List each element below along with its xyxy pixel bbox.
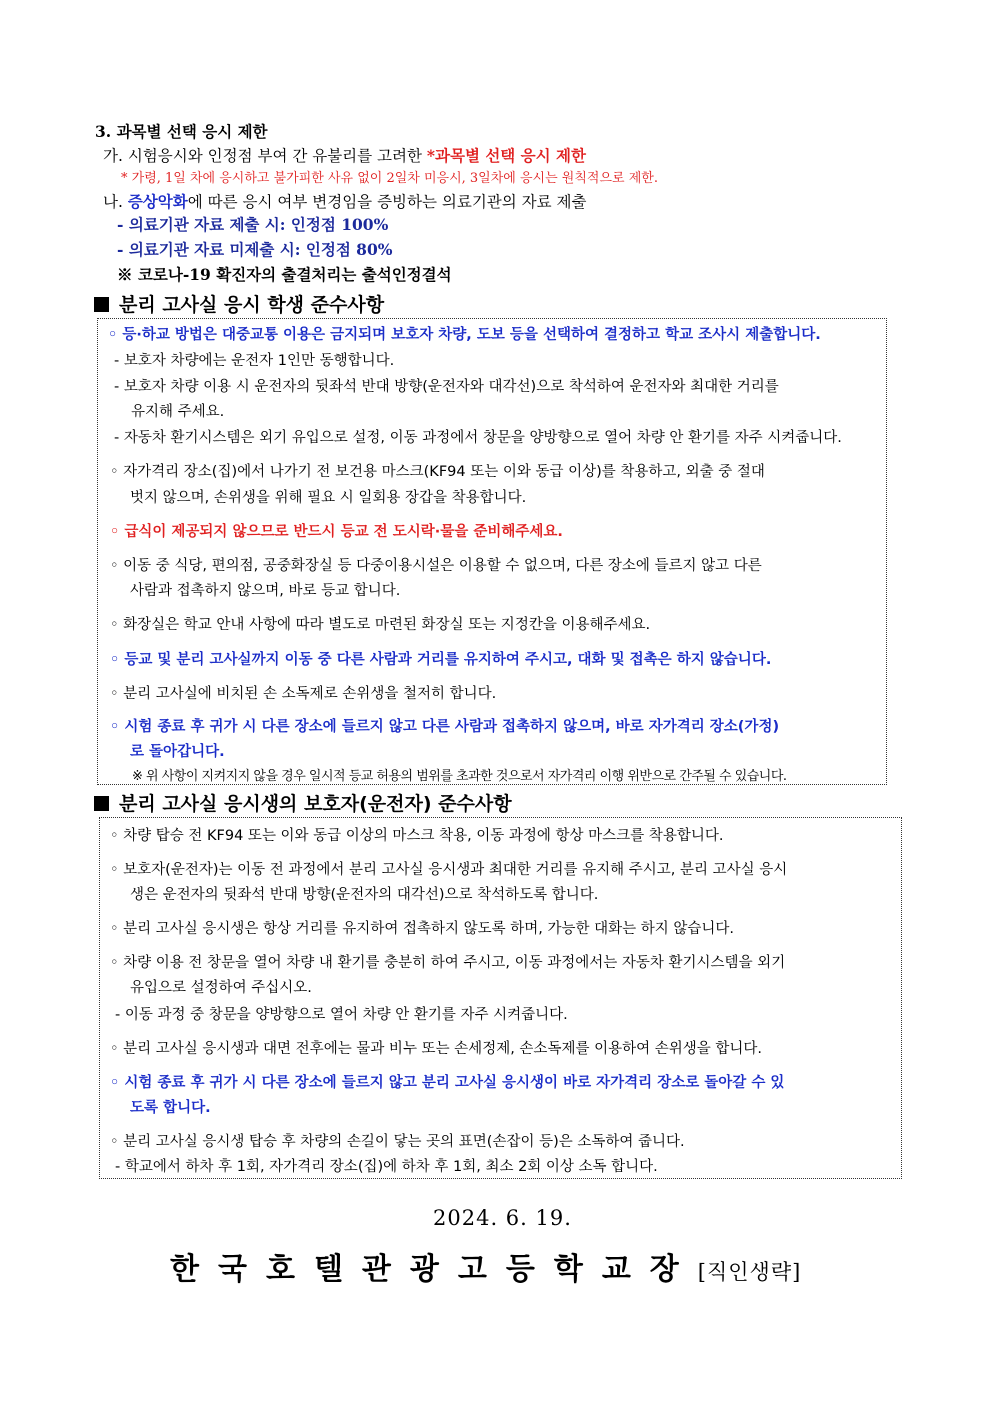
document-date: 2024. 6. 19. [433, 1206, 572, 1230]
school-principal-name: 한국호텔관광고등학교장 [170, 1252, 698, 1287]
student-line: - 보호자 차량 이용 시 운전자의 뒷좌석 반대 방향(운전자와 대각선)으로 착석하여 운전자와 최대한 거리를 [114, 379, 779, 395]
student-line: 유지해 주세요. [131, 404, 225, 420]
guardian-line: ◦ 분리 고사실 응시생은 항상 거리를 유지하여 접촉하지 않도록 하며, 가능한 대화는 하지 않습니다. [110, 921, 734, 937]
student-line: 사람과 접촉하지 않으며, 바로 등교 합니다. [130, 583, 401, 599]
guardian-line: - 학교에서 하차 후 1회, 자가격리 장소(집)에 하차 후 1회, 최소 2회 이상 소독 합니다. [115, 1159, 658, 1175]
student-line: 로 돌아갑니다. [130, 744, 225, 760]
student-line: - 보호자 차량에는 운전자 1인만 동행합니다. [114, 353, 395, 369]
square-bullet-icon [94, 297, 109, 312]
guardian-line: ◦ 시험 종료 후 귀가 시 다른 장소에 들르지 않고 분리 고사실 응시생이 바로 자가격리 장소로 돌아갈 수 있 [110, 1075, 785, 1091]
section3-b-item: - 의료기관 자료 제출 시: 인정점 100% [117, 215, 389, 234]
guardian-line: ◦ 보호자(운전자)는 이동 전 과정에서 분리 고사실 응시생과 최대한 거리를 유지해 주시고, 분리 고사실 응시 [110, 862, 788, 878]
guardian-section-heading [94, 789, 512, 816]
section3-item-a-highlight: *과목별 선택 응시 제한 [426, 146, 586, 165]
section3-item-a-text: 가. 시험응시와 인정점 부여 간 유불리를 고려한 [103, 147, 427, 165]
student-line: ◦ 화장실은 학교 안내 사항에 따라 별도로 마련된 화장실 또는 지정칸을 이용해주세요. [110, 617, 651, 633]
student-line: ◦ 분리 고사실에 비치된 손 소독제로 손위생을 철저히 합니다. [110, 686, 497, 702]
seal-omitted-label: [직인생략] [697, 1260, 802, 1284]
student-section-heading [94, 290, 384, 317]
section3-item-b-suffix: 에 따른 응시 여부 변경임을 증빙하는 의료기관의 자료 제출 [187, 193, 587, 211]
student-line: ◦ 이동 중 식당, 편의점, 공중화장실 등 다중이용시설은 이용할 수 없으며, 다른 장소에 들르지 않고 다른 [110, 558, 762, 574]
guardian-line: - 이동 과정 중 창문을 양방향으로 열어 차량 안 환기를 자주 시켜줍니다. [115, 1007, 568, 1023]
section3-item-a-note: * 가령, 1일 차에 응시하고 불가피한 사유 없이 2일차 미응시, 3일차에 응시는 원칙적으로 제한. [121, 171, 658, 186]
student-line: ◦ 자가격리 장소(집)에서 나가기 전 보건용 마스크(KF94 또는 이와 동급 이상)를 착용하고, 외출 중 절대 [110, 464, 765, 480]
student-line: ◦ 시험 종료 후 귀가 시 다른 장소에 들르지 않고 다른 사람과 접촉하지 않으며, 바로 자가격리 장소(가정) [110, 719, 780, 735]
guardian-line: 도록 합니다. [130, 1100, 211, 1116]
section3-item-b-highlight: 증상악화 [127, 192, 188, 211]
student-warning-note: ※ 위 사항이 지켜지지 않을 경우 일시적 등교 허용의 범위를 초과한 것으로서 자가격리 이행 위반으로 간주될 수 있습니다. [132, 769, 787, 784]
student-line: - 자동차 환기시스템은 외기 유입으로 설정, 이동 과정에서 창문을 양방향으로 열어 차량 안 환기를 자주 시켜줍니다. [114, 430, 842, 446]
section3-title: 3. 과목별 선택 응시 제한 [95, 122, 268, 141]
section3-item-a [103, 144, 586, 166]
guardian-line: ◦ 분리 고사실 응시생과 대면 전후에는 물과 비누 또는 손세정제, 손소독제를 이용하여 손위생을 합니다. [110, 1041, 762, 1057]
section3-item-b-prefix: 나. [103, 193, 128, 211]
section3-item-b [103, 190, 587, 212]
guardian-line: 생은 운전자의 뒷좌석 반대 방향(운전자의 대각선)으로 착석하도록 합니다. [130, 887, 599, 903]
guardian-section-title: 분리 고사실 응시생의 보호자(운전자) 준수사항 [119, 793, 512, 815]
guardian-line: 유입으로 설정하여 주십시오. [130, 980, 312, 996]
guardian-line: ◦ 차량 탑승 전 KF94 또는 이와 동급 이상의 마스크 착용, 이동 과정에 항상 마스크를 착용합니다. [110, 828, 724, 844]
student-line: ◦ 급식이 제공되지 않으므로 반드시 등교 전 도시락·물을 준비해주세요. [110, 524, 563, 540]
square-bullet-icon [94, 796, 109, 811]
student-line: 벗지 않으며, 손위생을 위해 필요 시 일회용 장갑을 착용합니다. [130, 490, 527, 506]
guardian-line: ◦ 분리 고사실 응시생 탑승 후 차량의 손길이 닿는 곳의 표면(손잡이 등)은 소독하여 줍니다. [110, 1134, 685, 1150]
section3-b-note: ※ 코로나-19 확진자의 출결처리는 출석인정결석 [117, 265, 452, 284]
signature-line [170, 1244, 801, 1288]
student-section-title: 분리 고사실 응시 학생 준수사항 [119, 294, 385, 316]
student-line: ◦ 등·하교 방법은 대중교통 이용은 금지되며 보호자 차량, 도보 등을 선택하여 결정하고 학교 조사시 제출합니다. [108, 327, 821, 343]
guardian-line: ◦ 차량 이용 전 창문을 열어 차량 내 환기를 충분히 하여 주시고, 이동 과정에서는 자동차 환기시스템을 외기 [110, 955, 786, 971]
section3-b-item: - 의료기관 자료 미제출 시: 인정점 80% [117, 240, 393, 259]
student-line: ◦ 등교 및 분리 고사실까지 이동 중 다른 사람과 거리를 유지하여 주시고, 대화 및 접촉은 하지 않습니다. [110, 652, 772, 668]
